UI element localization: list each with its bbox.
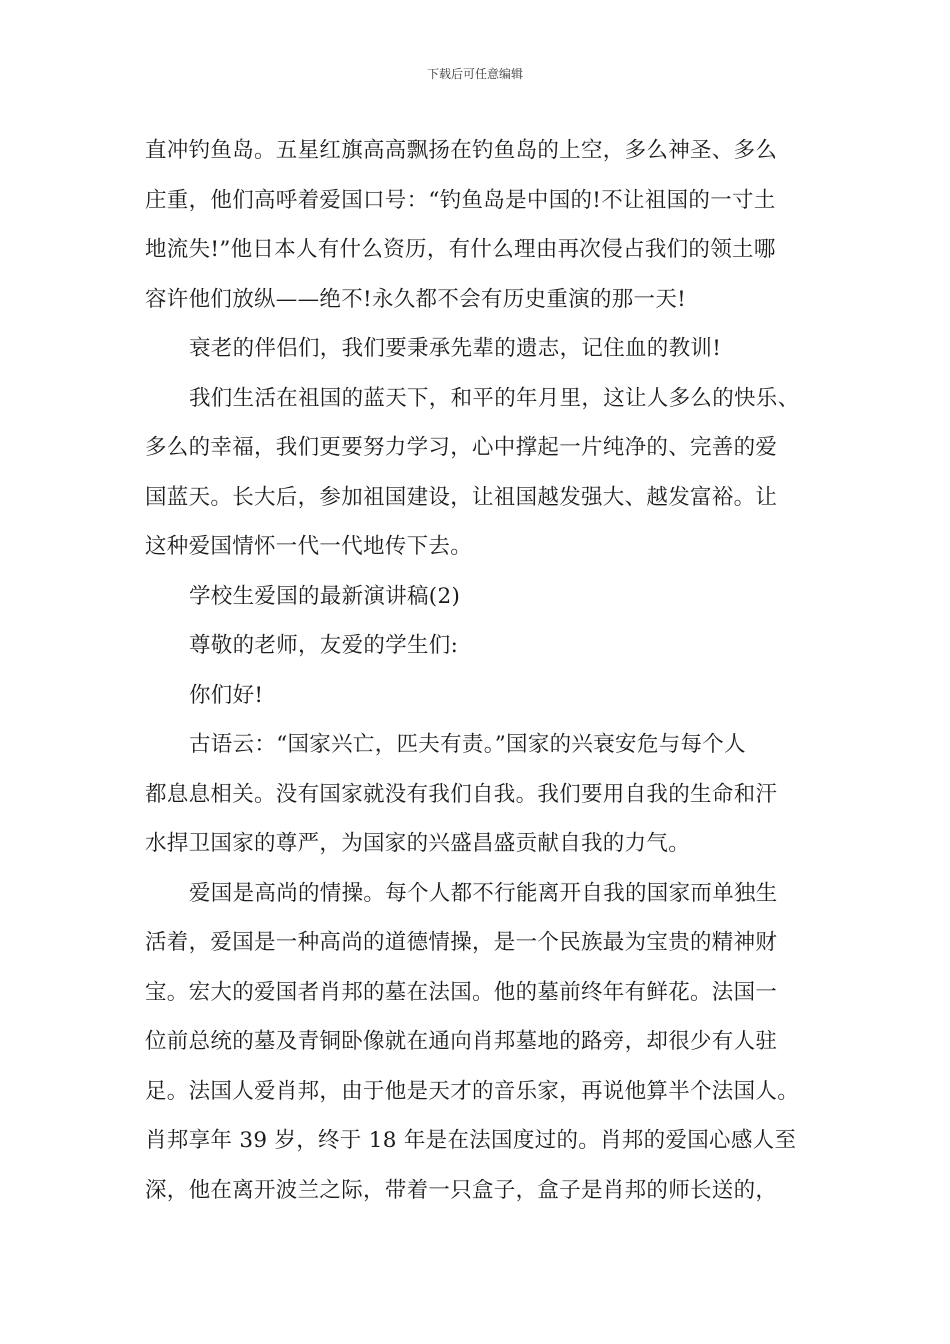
text-line: 古语云：“国家兴亡，匹夫有责。”国家的兴衰安危与每个人 xyxy=(189,732,746,757)
text-line: 我们生活在祖国的蓝天下，和平的年月里，这让人多么的快乐、 xyxy=(189,385,800,411)
page-header: 下载后可任意编辑 xyxy=(426,67,523,81)
section-title: 学校生爱国的最新演讲稿(2) xyxy=(189,583,461,609)
text-line: 活着，爱国是一种高尚的道德情操，是一个民族最为宝贵的精神财 xyxy=(145,930,778,955)
greeting: 你们好! xyxy=(189,682,264,708)
text-line: 国蓝天。长大后，参加祖国建设，让祖国越发强大、越发富裕。让 xyxy=(145,484,778,510)
text-line: 多么的幸福，我们更要努力学习，心中撑起一片纯净的、完善的爱 xyxy=(145,435,778,460)
text-line: 直冲钓鱼岛。五星红旗高高飘扬在钓鱼岛的上空，多么神圣、多么 xyxy=(145,138,778,163)
text-line: 地流失!”他日本人有什么资历，有什么理由再次侵占我们的领土哪 xyxy=(145,237,776,262)
text-line: 爱国是高尚的情操。每个人都不行能离开自我的国家而单独生 xyxy=(189,880,778,906)
text-line: 水捍卫国家的尊严，为国家的兴盛昌盛贡献自我的力气。 xyxy=(145,831,691,856)
text-line: 深，他在离开波兰之际，带着一只盒子，盒子是肖邦的师长送的， xyxy=(145,1177,778,1203)
text-line: 都息息相关。没有国家就没有我们自我。我们要用自我的生命和汗 xyxy=(145,781,778,807)
text-line: 位前总统的墓及青铜卧像就在通向肖邦墓地的路旁，却很少有人驻 xyxy=(145,1029,778,1054)
text-line: 庄重，他们高呼着爱国口号：“钓鱼岛是中国的!不让祖国的一寸土 xyxy=(145,187,776,213)
text-line: 宝。宏大的爱国者肖邦的墓在法国。他的墓前终年有鲜花。法国一 xyxy=(145,979,778,1005)
text-line: 肖邦享年 39 岁，终于 18 年是在法国度过的。肖邦的爱国心感人至 xyxy=(145,1128,797,1153)
text-line: 容许他们放纵——绝不!永久都不会有历史重演的那一天! xyxy=(145,286,687,312)
text-line: 足。法国人爱肖邦，由于他是天才的音乐家，再说他算半个法国人。 xyxy=(145,1078,800,1104)
salutation: 尊敬的老师，友爱的学生们: xyxy=(189,633,459,658)
text-line: 衰老的伴侣们，我们要秉承先辈的遗志，记住血的教训! xyxy=(189,336,722,361)
text-line: 这种爱国情怀一代一代地传下去。 xyxy=(145,534,473,559)
